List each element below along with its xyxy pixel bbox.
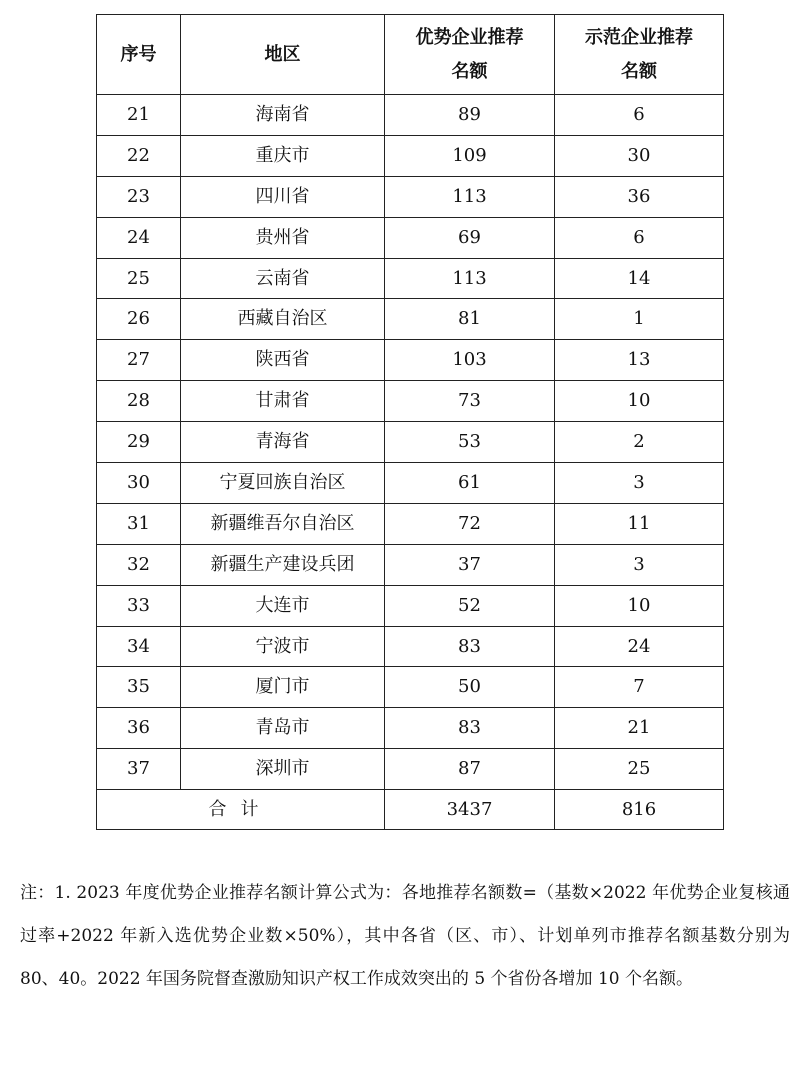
cell-index: 23 bbox=[97, 176, 181, 217]
cell-index: 34 bbox=[97, 626, 181, 667]
cell-region: 陕西省 bbox=[181, 340, 385, 381]
cell-advantage: 50 bbox=[385, 667, 555, 708]
total-demo: 816 bbox=[555, 790, 724, 830]
table-row bbox=[97, 544, 724, 585]
cell-index: 31 bbox=[97, 503, 181, 544]
cell-region: 宁波市 bbox=[181, 626, 385, 667]
header-demo bbox=[555, 15, 724, 95]
cell-region: 大连市 bbox=[181, 585, 385, 626]
cell-advantage: 72 bbox=[385, 503, 555, 544]
total-label: 合计 bbox=[97, 790, 385, 830]
cell-demo: 3 bbox=[555, 463, 724, 504]
table-row bbox=[97, 708, 724, 749]
header-advantage-line2: 名额 bbox=[451, 60, 488, 82]
cell-index: 30 bbox=[97, 463, 181, 504]
cell-region: 新疆生产建设兵团 bbox=[181, 544, 385, 585]
cell-index: 25 bbox=[97, 258, 181, 299]
cell-demo: 1 bbox=[555, 299, 724, 340]
header-advantage bbox=[385, 15, 555, 95]
cell-advantage: 89 bbox=[385, 95, 555, 136]
cell-advantage: 113 bbox=[385, 176, 555, 217]
cell-advantage: 109 bbox=[385, 135, 555, 176]
table-row bbox=[97, 667, 724, 708]
cell-region: 青岛市 bbox=[181, 708, 385, 749]
cell-region: 云南省 bbox=[181, 258, 385, 299]
cell-region: 海南省 bbox=[181, 95, 385, 136]
cell-advantage: 53 bbox=[385, 422, 555, 463]
table-row bbox=[97, 95, 724, 136]
cell-advantage: 87 bbox=[385, 749, 555, 790]
cell-demo: 7 bbox=[555, 667, 724, 708]
header-demo-line2: 名额 bbox=[621, 60, 657, 82]
footnote: 注：1. 2023 年度优势企业推荐名额计算公式为：各地推荐名额数=（基数×2022 年优势企业复核通过率+2022 年新入选优势企业数×50%），其中各省（区、市）、计划单列市推荐名额基数分别为 80、40。2022 年国务院督查激励知识产权工作成效突出的 5 个省份各增加 10 个名额。 bbox=[20, 883, 790, 989]
header-advantage-line1: 优势企业推荐 bbox=[415, 26, 524, 48]
cell-demo: 14 bbox=[555, 258, 724, 299]
table-row bbox=[97, 749, 724, 790]
cell-region: 西藏自治区 bbox=[181, 299, 385, 340]
cell-advantage: 83 bbox=[385, 626, 555, 667]
cell-advantage: 81 bbox=[385, 299, 555, 340]
cell-index: 26 bbox=[97, 299, 181, 340]
cell-advantage: 69 bbox=[385, 217, 555, 258]
cell-region: 新疆维吾尔自治区 bbox=[181, 503, 385, 544]
cell-demo: 10 bbox=[555, 585, 724, 626]
cell-demo: 2 bbox=[555, 422, 724, 463]
cell-advantage: 61 bbox=[385, 463, 555, 504]
cell-advantage: 113 bbox=[385, 258, 555, 299]
cell-demo: 6 bbox=[555, 95, 724, 136]
table-row bbox=[97, 340, 724, 381]
cell-index: 33 bbox=[97, 585, 181, 626]
cell-demo: 13 bbox=[555, 340, 724, 381]
table-row bbox=[97, 503, 724, 544]
cell-index: 36 bbox=[97, 708, 181, 749]
table-row bbox=[97, 176, 724, 217]
cell-index: 27 bbox=[97, 340, 181, 381]
header-index: 序号 bbox=[97, 15, 181, 95]
cell-demo: 6 bbox=[555, 217, 724, 258]
cell-index: 28 bbox=[97, 381, 181, 422]
cell-advantage: 37 bbox=[385, 544, 555, 585]
quota-table bbox=[96, 14, 724, 830]
cell-region: 四川省 bbox=[181, 176, 385, 217]
total-advantage: 3437 bbox=[385, 790, 555, 830]
cell-demo: 36 bbox=[555, 176, 724, 217]
table-row bbox=[97, 258, 724, 299]
table-row bbox=[97, 135, 724, 176]
table-row bbox=[97, 381, 724, 422]
table-header-row bbox=[97, 15, 724, 95]
cell-demo: 25 bbox=[555, 749, 724, 790]
cell-advantage: 103 bbox=[385, 340, 555, 381]
cell-advantage: 83 bbox=[385, 708, 555, 749]
cell-region: 贵州省 bbox=[181, 217, 385, 258]
cell-index: 35 bbox=[97, 667, 181, 708]
cell-region: 宁夏回族自治区 bbox=[181, 463, 385, 504]
cell-index: 21 bbox=[97, 95, 181, 136]
table-row bbox=[97, 217, 724, 258]
cell-advantage: 73 bbox=[385, 381, 555, 422]
total-row bbox=[97, 790, 724, 830]
cell-index: 37 bbox=[97, 749, 181, 790]
cell-region: 青海省 bbox=[181, 422, 385, 463]
cell-region: 厦门市 bbox=[181, 667, 385, 708]
table-row bbox=[97, 463, 724, 504]
cell-index: 22 bbox=[97, 135, 181, 176]
cell-index: 32 bbox=[97, 544, 181, 585]
cell-demo: 24 bbox=[555, 626, 724, 667]
cell-region: 甘肃省 bbox=[181, 381, 385, 422]
cell-advantage: 52 bbox=[385, 585, 555, 626]
cell-index: 29 bbox=[97, 422, 181, 463]
table-row bbox=[97, 299, 724, 340]
cell-demo: 30 bbox=[555, 135, 724, 176]
table-row bbox=[97, 585, 724, 626]
cell-region: 重庆市 bbox=[181, 135, 385, 176]
header-region: 地区 bbox=[181, 15, 385, 95]
cell-region: 深圳市 bbox=[181, 749, 385, 790]
table-row bbox=[97, 626, 724, 667]
cell-index: 24 bbox=[97, 217, 181, 258]
cell-demo: 10 bbox=[555, 381, 724, 422]
cell-demo: 11 bbox=[555, 503, 724, 544]
header-demo-line1: 示范企业推荐 bbox=[585, 26, 693, 48]
cell-demo: 21 bbox=[555, 708, 724, 749]
table-row bbox=[97, 422, 724, 463]
cell-demo: 3 bbox=[555, 544, 724, 585]
